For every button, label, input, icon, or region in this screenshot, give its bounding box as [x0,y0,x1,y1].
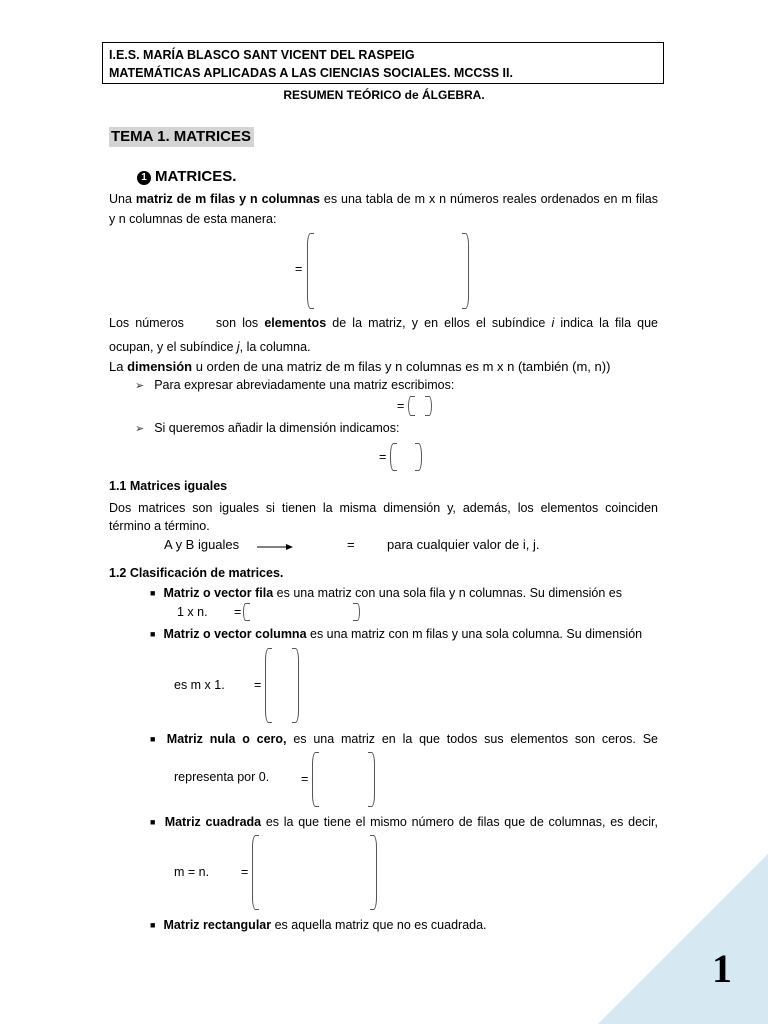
arrow-right-icon [256,542,294,552]
subsection-title-classification: 1.2 Clasificación de matrices. [109,566,284,580]
equal-condition: A y B iguales [164,537,240,552]
bullet-dimension: ➢ Si queremos añadir la dimensión indicamos: [135,421,400,435]
page-corner-decoration [598,854,768,1024]
equal-condition-tail: para cualquier valor de i, j. [387,537,540,552]
equals-sign: = [301,772,309,786]
right-bracket [425,396,432,416]
list-item-square-matrix: ■ Matriz cuadrada es la que tiene el mismo número de filas que de columnas, es decir, [150,815,658,829]
numbered-bullet-icon: 1 [137,171,151,185]
right-bracket [368,752,375,807]
document-subtitle: RESUMEN TEÓRICO de ÁLGEBRA. [283,88,485,102]
right-bracket [415,443,422,471]
chapter-title: TEMA 1. MATRICES [109,127,254,147]
equals-sign: = [397,399,405,413]
arrow-bullet-icon: ➢ [135,423,145,435]
square-bullet-icon: ■ [150,588,156,598]
list-item-rectangular-matrix: ■ Matriz rectangular es aquella matriz que no es cuadrada. [150,918,487,932]
equals-sign: = [241,865,249,879]
left-bracket [307,233,314,309]
list-item-zero-matrix: ■ Matriz nula o cero, es una matriz en la que todos sus elementos son ceros. Se [150,732,658,746]
definition-line-2: y n columnas de esta manera: [109,212,277,226]
header-line-2: MATEMÁTICAS APLICADAS A LAS CIENCIAS SOCIALES. MCCSS II. [109,66,513,80]
equals-sign: = [379,450,387,464]
subsection-title-equal: 1.1 Matrices iguales [109,479,228,493]
right-bracket [353,603,360,621]
zero-matrix-notation: representa por 0. [174,770,270,784]
left-bracket [408,396,415,416]
equal-matrices-line-1: Dos matrices son iguales si tienen la misma dimensión y, además, los elementos coinciden [109,501,658,515]
left-bracket [265,648,272,723]
equals-sign: = [234,605,242,619]
square-bullet-icon: ■ [150,629,156,639]
equal-matrices-line-2: término a término. [109,519,210,533]
square-bullet-icon: ■ [150,920,156,930]
square-bullet-icon: ■ [150,734,159,744]
list-item-row-vector: ■ Matriz o vector fila es una matriz con una sola fila y n columnas. Su dimensión es [150,586,622,600]
left-bracket [243,603,250,621]
elements-line-2: ocupan, y el subíndice j, la columna. [109,340,311,354]
equals-sign: = [347,537,355,552]
square-bullet-icon: ■ [150,817,157,827]
left-bracket [312,752,319,807]
left-bracket [390,443,397,471]
bullet-abbreviated: ➢ Para expresar abreviadamente una matriz escribimos: [135,378,455,392]
list-item-column-vector: ■ Matriz o vector columna es una matriz con m filas y una sola columna. Su dimensión [150,627,643,641]
section-title-text: MATRICES. [155,168,237,185]
section-title-matrices [137,168,236,185]
document-header [102,42,664,84]
header-line-1: I.E.S. MARÍA BLASCO SANT VICENT DEL RASPEIG [109,48,415,62]
equals-sign: = [295,262,303,276]
elements-line-1: Los números son los elementos de la matriz, y en ellos el subíndice i indica la fila que [109,316,658,330]
page-number: 1 [712,946,732,991]
square-matrix-condition: m = n. [174,865,210,879]
dimension-line: La dimensión u orden de una matriz de m filas y n columnas es m x n (también (m, n)) [109,359,611,374]
arrow-bullet-icon: ➢ [135,380,145,392]
right-bracket [292,648,299,723]
equals-sign: = [254,678,262,692]
column-vector-dimension: es m x 1. [174,678,225,692]
row-vector-dimension: 1 x n. [177,605,208,619]
left-bracket [252,835,259,910]
definition-line-1: Una matriz de m filas y n columnas es una tabla de m x n números reales ordenados en m filas [109,192,659,206]
right-bracket [462,233,469,309]
right-bracket [370,835,377,910]
